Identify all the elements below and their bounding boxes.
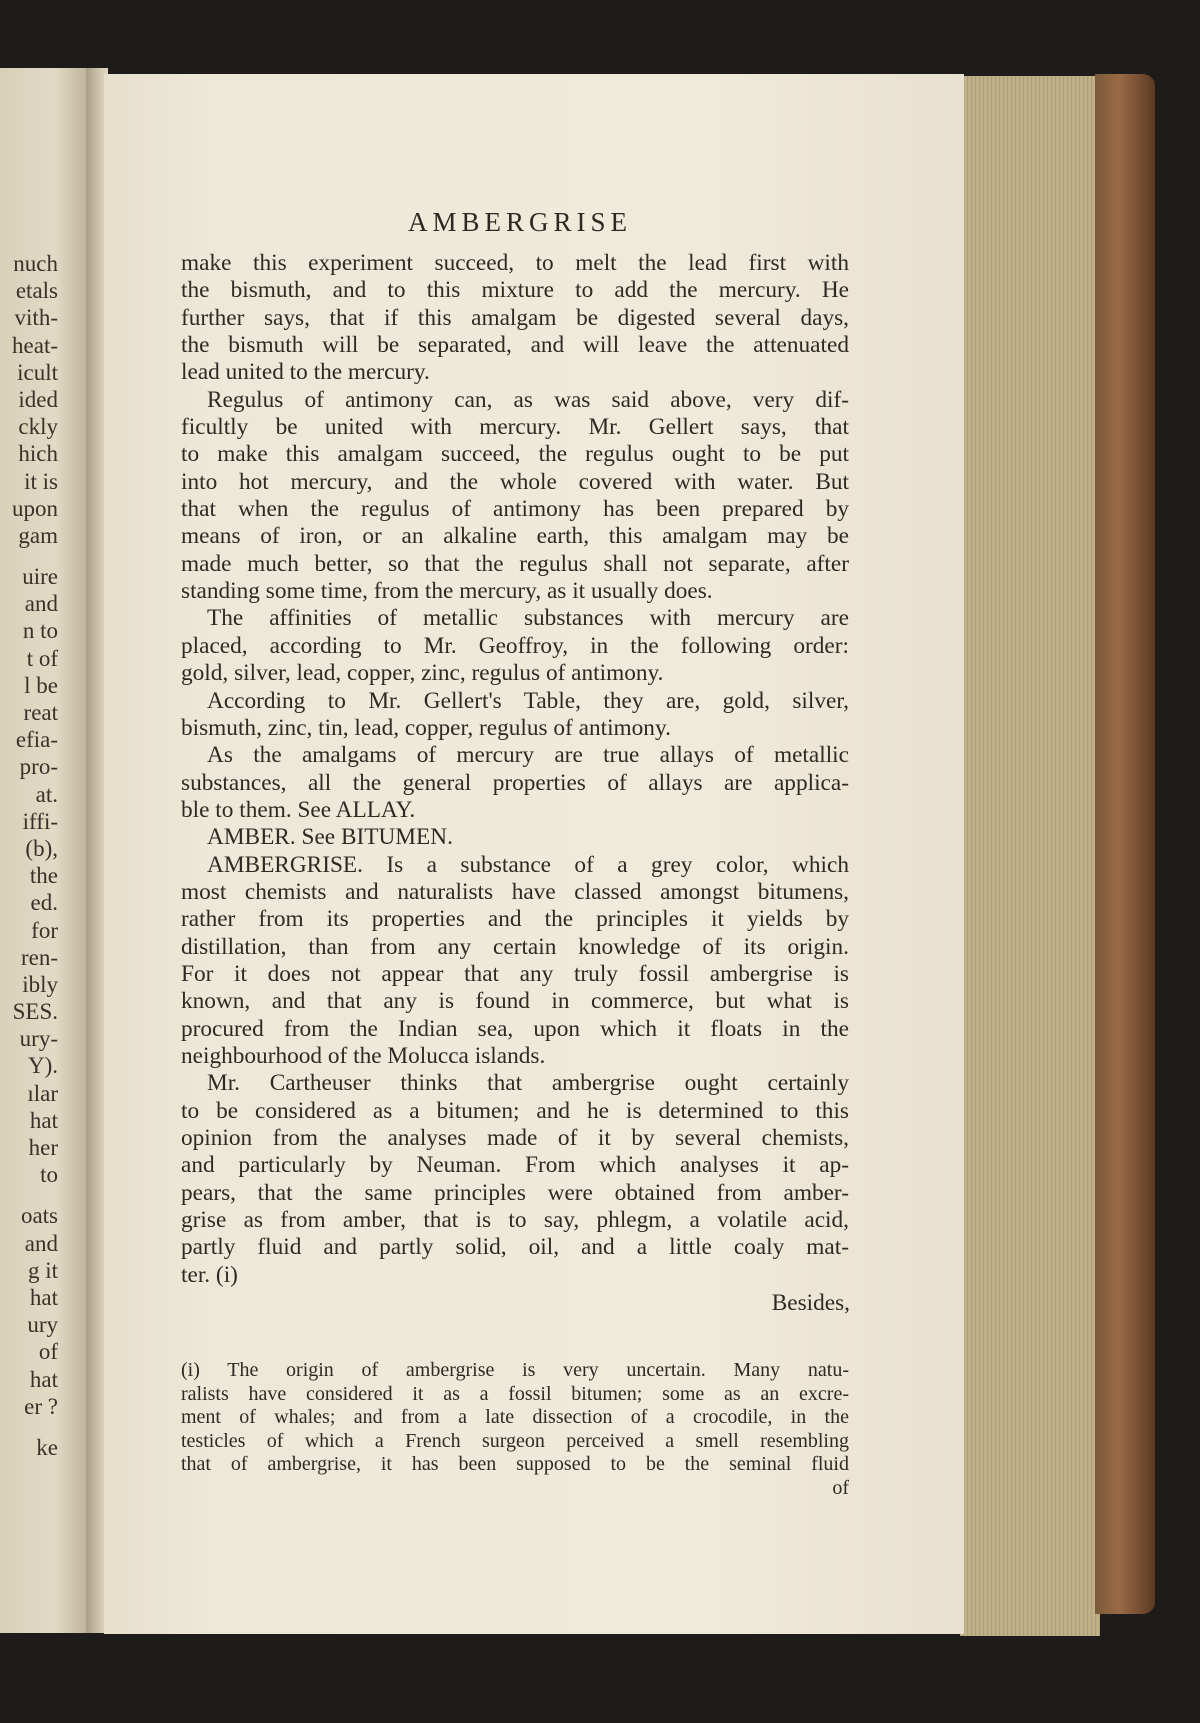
text-line: For it does not appear that any truly fossil ambergrise is [181, 960, 849, 987]
left-page-line: l be [24, 672, 58, 698]
left-page-line: of [38, 1339, 58, 1365]
text-line: opinion from the analyses made of it by several chemists, [181, 1125, 849, 1151]
left-page-line: ren- [20, 944, 58, 970]
text-line: As the amalgams of mercury are true allays of metallic [207, 742, 849, 769]
text-line: ficultly be united with mercury. Mr. Gellert says, that [181, 414, 849, 441]
left-page-line: to [40, 1162, 58, 1188]
text-line: make this experiment succeed, to melt the lead first with [181, 250, 849, 276]
left-page-line: her [28, 1135, 58, 1160]
left-page-line: and [24, 1230, 58, 1256]
page-edges [960, 76, 1100, 1636]
left-page-line: pro- [19, 754, 58, 780]
left-page-line: n to [22, 618, 58, 644]
text-line: procured from the Indian sea, upon which it floats in the [181, 1015, 849, 1042]
running-head: AMBERGRISE [407, 207, 633, 237]
left-page-line: gam [18, 522, 58, 548]
left-page-line: (b), [25, 835, 58, 861]
left-page-line: ury [27, 1312, 58, 1338]
text-line: most chemists and naturalists have classed amongst bitumens, [181, 878, 849, 905]
left-page-line: ided [18, 386, 58, 412]
footnote-line: ment of whales; and from a late dissection of a crocodile, in the [181, 1406, 849, 1428]
text-line: standing some time, from the mercury, as it usually does. [181, 578, 713, 605]
text-line: rather from its properties and the principles it yields by [181, 906, 849, 933]
left-page-line: the [29, 863, 58, 889]
left-page-line: upon [12, 495, 58, 521]
left-page-line [0, 1420, 58, 1434]
body-text [181, 250, 849, 1289]
left-page-line: er ? [24, 1393, 58, 1419]
left-page-text [0, 250, 58, 1461]
left-page-line: at. [35, 781, 58, 807]
left-page-line: iffi- [22, 808, 58, 834]
text-line: that when the regulus of antimony has been prepared by [181, 496, 849, 523]
text-line: substances, all the general properties of allays are applica- [181, 769, 849, 796]
text-line: to be considered as a bitumen; and he is determined to this [181, 1097, 849, 1124]
left-page-line: reat [23, 700, 58, 725]
left-page-line: efia- [15, 727, 58, 753]
footnote-line: testicles of which a French surgeon perceived a smell resembling [181, 1429, 849, 1452]
left-page-line [0, 1188, 58, 1202]
left-page-line: for [31, 917, 58, 943]
text-line: ble to them. See ALLAY. [181, 796, 416, 823]
left-page-line: SES. [12, 999, 58, 1025]
footnote-line: (i) The origin of ambergrise is very uncertain. Many natu- [181, 1359, 849, 1381]
footnote-line: that of ambergrise, it has been supposed to be the seminal fluid [181, 1453, 849, 1475]
book-cover-edge [1095, 74, 1155, 1614]
text-line: The affinities of metallic substances with mercury are [207, 605, 849, 632]
text-line: the bismuth will be separated, and will leave the attenuated [181, 332, 849, 359]
left-page-line: Y). [27, 1053, 58, 1079]
left-page-line: heat- [12, 332, 58, 358]
left-page-line: icult [17, 359, 58, 385]
text-line: Regulus of antimony can, as was said above, very dif- [207, 386, 849, 413]
footnote [181, 1359, 849, 1500]
left-page-line: hat [29, 1284, 58, 1310]
left-page-line: hich [18, 441, 58, 467]
text-line: bismuth, zinc, tin, lead, copper, regulus of antimony. [181, 714, 671, 741]
text-line: further says, that if this amalgam be digested several days, [181, 304, 849, 331]
text-line: According to Mr. Gellert's Table, they are, gold, silver, [207, 687, 849, 714]
text-line: pears, that the same principles were obtained from amber- [181, 1179, 849, 1206]
left-page-line: ibly [22, 971, 58, 997]
left-page-line: oats [20, 1203, 58, 1229]
left-page-line: hat [29, 1107, 58, 1133]
text-line: means of iron, or an alkaline earth, this amalgam may be [181, 523, 849, 550]
text-line: placed, according to Mr. Geoffroy, in the following order: [181, 632, 849, 659]
text-line: Mr. Cartheuser thinks that ambergrise ought certainly [207, 1070, 849, 1097]
text-line: AMBER. See BITUMEN. [207, 824, 453, 851]
text-line: into hot mercury, and the whole covered with water. But [181, 468, 849, 495]
left-page [0, 68, 92, 1633]
text-line: to make this amalgam succeed, the regulus ought to be put [181, 441, 849, 468]
text-line: partly fluid and partly solid, oil, and a little coaly mat- [181, 1234, 849, 1261]
left-page-line [0, 549, 58, 563]
text-line: lead united to the mercury. [181, 359, 430, 386]
left-page-line: nuch [13, 251, 58, 276]
left-page-line: hat [29, 1366, 58, 1392]
left-page-line: and [24, 591, 58, 617]
left-page-line: vith- [14, 305, 58, 331]
catchword: Besides, [771, 1290, 850, 1316]
left-page-line: it is [24, 468, 58, 494]
text-line: AMBERGRISE. Is a substance of a grey color, which [207, 851, 849, 878]
left-page-line: ke [36, 1434, 58, 1460]
text-line: the bismuth, and to this mixture to add the mercury. He [181, 277, 849, 304]
left-page-line: g it [27, 1257, 58, 1283]
left-page-line: ed. [30, 890, 58, 916]
left-page-line: t of [26, 645, 58, 671]
text-line: and particularly by Neuman. From which analyses it ap- [181, 1152, 849, 1179]
text-line: gold, silver, lead, copper, zinc, regulus of antimony. [181, 660, 664, 687]
text-line: ter. (i) [181, 1261, 238, 1288]
text-line: grise as from amber, that is to say, phlegm, a volatile acid, [181, 1207, 849, 1234]
text-line: made much better, so that the regulus shall not separate, after [181, 550, 849, 577]
left-page-line: etals [15, 278, 58, 304]
left-page-line: ury- [19, 1026, 58, 1052]
footnote-line: ralists have considered it as a fossil bitumen; some as an excre- [181, 1382, 849, 1405]
footnote-line: of [832, 1476, 849, 1499]
text-line: neighbourhood of the Molucca islands. [181, 1042, 546, 1069]
text-line: distillation, than from any certain knowledge of its origin. [181, 933, 849, 960]
left-page-line: ckly [18, 414, 58, 440]
text-line: known, and that any is found in commerce, but what is [181, 988, 849, 1015]
left-page-line: uire [22, 564, 58, 590]
left-page-line: ılar [27, 1080, 58, 1106]
